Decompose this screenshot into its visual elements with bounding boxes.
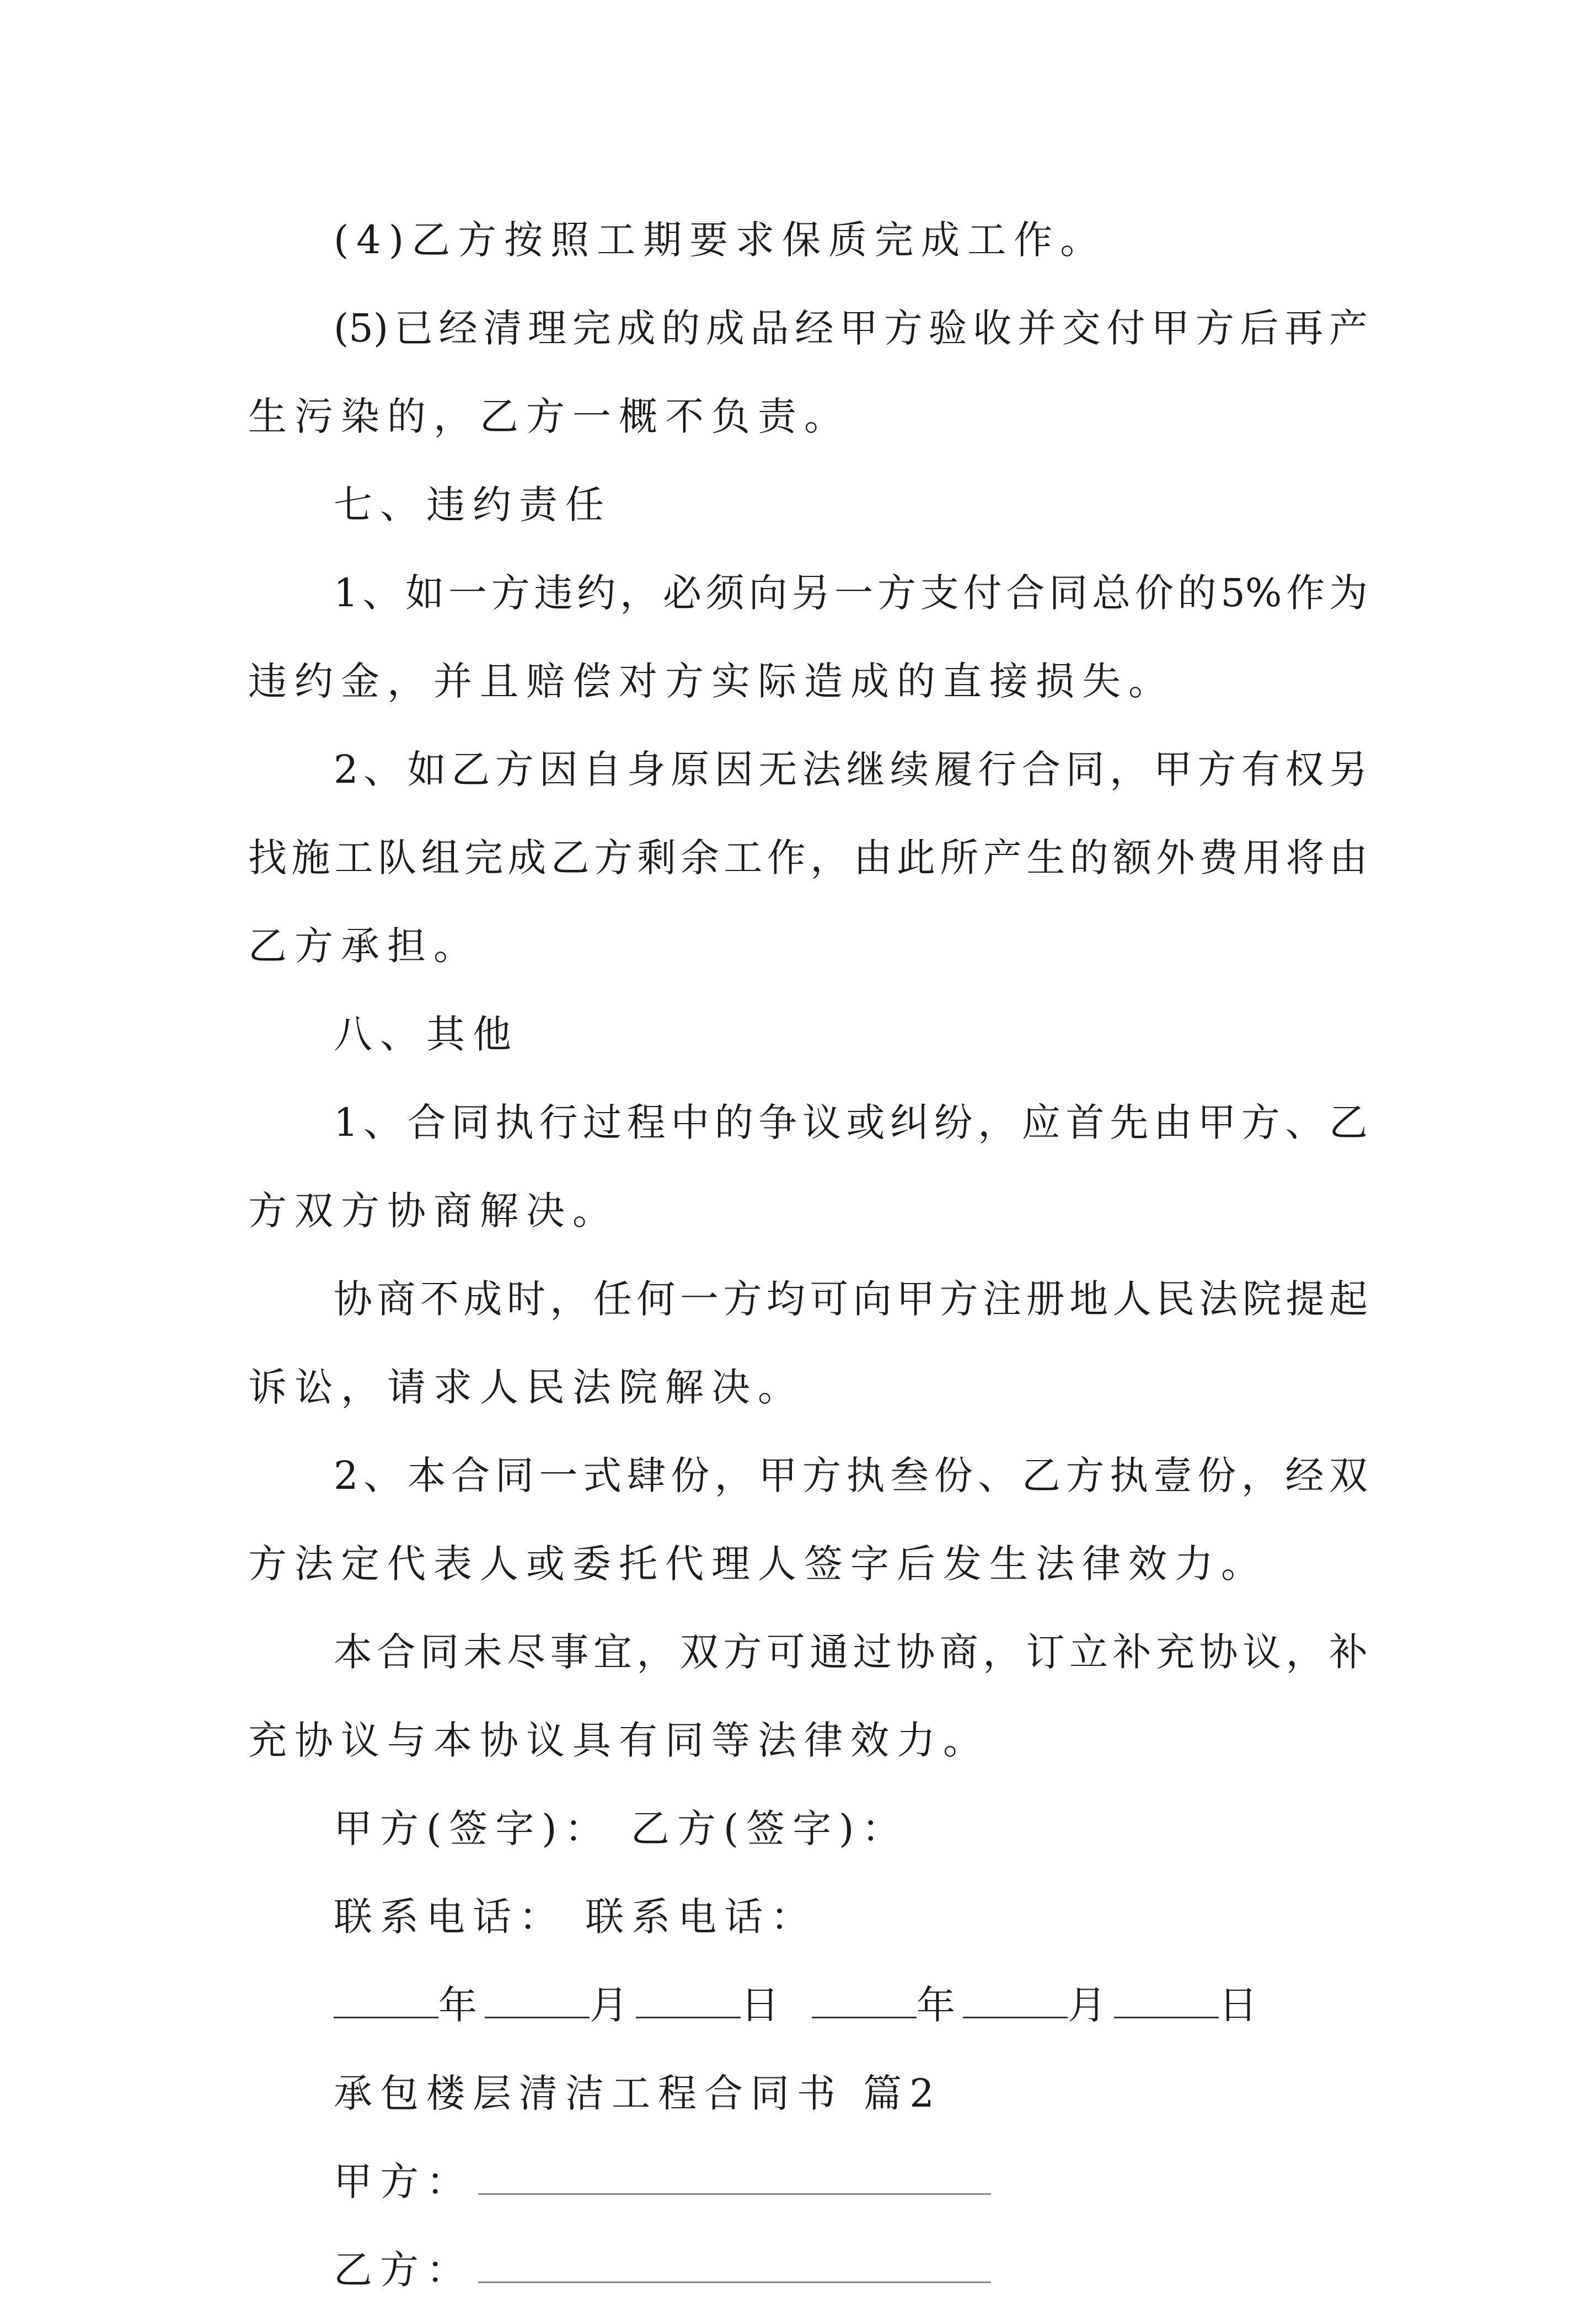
date-line	[248, 1961, 1368, 2049]
other-clause-1b-line-2: 诉讼，请求人民法院解决。	[248, 1365, 804, 1410]
clause-5-line-2: 生污染的，乙方一概不负责。	[248, 394, 850, 439]
party-b-blank	[478, 2243, 991, 2283]
year-blank-a	[334, 1978, 438, 2018]
day-blank-b	[1114, 1978, 1219, 2018]
breach-clause-1-line-2: 违约金，并且赔偿对方实际造成的直接损失。	[248, 659, 1175, 704]
signature-line: 甲方(签字)： 乙方(签字)：	[334, 1806, 908, 1851]
breach-clause-1-line-1: 1、如一方违约，必须向另一方支付合同总价的5%作为	[334, 570, 1368, 616]
other-clause-2-line-1: 2、本合同一式肆份，甲方执叁份、乙方执壹份，经双	[334, 1453, 1368, 1498]
month-blank-a	[485, 1978, 590, 2018]
party-a-blank	[478, 2155, 991, 2195]
other-clause-1-line-2: 方双方协商解决。	[248, 1188, 619, 1233]
other-clause-1b-line-1: 协商不成时，任何一方均可向甲方注册地人民法院提起	[334, 1276, 1368, 1322]
month-label-a: 月	[590, 1982, 636, 2028]
breach-clause-2-line-3: 乙方承担。	[248, 923, 480, 969]
breach-clause-2-line-1: 2、如乙方因自身原因无法继续履行合同，甲方有权另	[334, 747, 1368, 792]
day-blank-a	[636, 1978, 741, 2018]
breach-clause-2-line-2: 找施工队组完成乙方剩余工作，由此所产生的额外费用将由	[248, 835, 1368, 880]
year-blank-b	[812, 1978, 917, 2018]
year-label-b: 年	[917, 1982, 963, 2028]
section-heading-other: 八、其他	[334, 1012, 519, 1057]
party-b-line	[248, 2226, 1368, 2314]
document-page	[248, 196, 1368, 2314]
month-label-b: 月	[1068, 1982, 1114, 2028]
other-clause-3-line-1: 本合同未尽事宜，双方可通过协商，订立补充协议，补	[334, 1629, 1368, 1675]
day-label-a: 日	[741, 1982, 787, 2028]
year-label-a: 年	[438, 1982, 485, 2028]
day-label-b: 日	[1219, 1982, 1265, 2028]
party-a-line	[248, 2137, 1368, 2226]
phone-line: 联系电话： 联系电话：	[334, 1894, 817, 1939]
section-heading-breach: 七、违约责任	[334, 482, 612, 527]
other-clause-3-line-2: 充协议与本协议具有同等法律效力。	[248, 1718, 989, 1763]
other-clause-1-line-1: 1、合同执行过程中的争议或纠纷，应首先由甲方、乙	[334, 1100, 1368, 1145]
party-a-label: 甲方：	[334, 2159, 473, 2204]
month-blank-b	[963, 1978, 1068, 2018]
section-2-title: 承包楼层清洁工程合同书 篇2	[334, 2071, 942, 2116]
clause-4: (4)乙方按照工期要求保质完成工作。	[334, 217, 1107, 263]
other-clause-2-line-2: 方法定代表人或委托代理人签字后发生法律效力。	[248, 1541, 1267, 1586]
clause-5-line-1: (5)已经清理完成的成品经甲方验收并交付甲方后再产	[334, 306, 1368, 351]
party-b-label: 乙方：	[334, 2247, 473, 2292]
